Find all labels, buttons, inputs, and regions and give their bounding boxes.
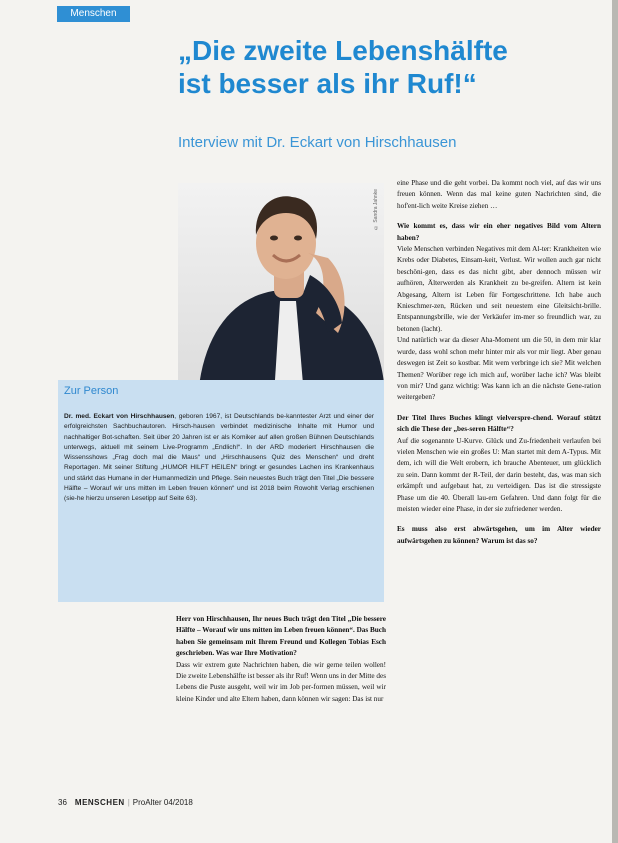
question-1: Herr von Hirschhausen, Ihr neues Buch trägt den Titel „Die bessere Hälfte – Worauf wir uns mitten im Leben freuen können“. Das Buch haben Sie gemeinsam mit Ihrem Freund und Kollegen Tobias Esch geschrieben. Was war Ihre Motivation? xyxy=(176,615,386,658)
title-line-1: „Die zweite Lebenshälfte xyxy=(178,35,508,66)
infobox-body: , geboren 1967, ist Deutschlands be-kanntester Arzt und einer der erfolgreichsten Sachbuchautoren. Hirsch-hausen verbindet medizinische Inhalte mit Humor und nachhaltiger Bot-schaften. Seit über 20 Jahren ist er als Komiker auf allen großen Bühnen Deutschlands unterwegs, aktuell mit seinem Live-Programm „Endlich!“. In der ARD moderiert Hirschhausen die Wissensshows „Frag doch mal die Maus“ und „Hirschhausens Quiz des Menschen“ und dreht Reportagen. Mit seiner Stiftung „HUMOR HILFT HEILEN“ bringt er gesundes Lachen ins Krankenhaus und stärkt das Humane in der Humanmedizin und Pflege. Sein neuestes Buch trägt den Titel „Die bessere Hälfte – Worauf wir uns mitten im Leben freuen können“ und ist 2018 beim Rowohlt Verlag erschienen (sie-he hierzu unseren Lesetipp auf Seite 63). xyxy=(64,413,374,503)
page-number: 36 xyxy=(58,798,67,807)
answer-3: Auf die sogenannte U-Kurve. Glück und Zu-friedenheit verlaufen bei vielen Menschen wie ein großes U: Man startet mit dem A-Typus. Mit dem, ich will die Welt erobern, ich brauche Abenteuer, um glücklich zu sein. Dann kommt der R-Teil, der darin besteht, das, was man sich erkämpft und aufgebaut hat, zu verteidigen. Das ist die stressigste Phase um die 40. Überall lau-ern Gefahren. Und dann folgt für die meisten wieder eine Phase, in der sie zufriedener werden. xyxy=(397,436,601,513)
portrait-illustration xyxy=(178,183,384,396)
bio-infobox xyxy=(58,380,384,602)
magazine-section: MENSCHEN xyxy=(74,798,125,807)
photo-credit: © Sandra Jahnke xyxy=(373,189,379,231)
section-tag: Menschen xyxy=(57,6,130,22)
question-3: Der Titel Ihres Buches klingt vielverspre-chend. Worauf stützt sich die These der „bes-seren Hälfte“? xyxy=(397,413,601,434)
answer-2a: Viele Menschen verbinden Negatives mit dem Al-ter: Krankheiten wie Krebs oder Diabetes, Einsam-keit, Verlust. Wir wollen auch gar nicht beschöni-gen, dass es das nicht gibt, aber dennoch müssen wir aufhören, Älterwerden als Krankheit zu be-greifen. Altern ist kein Abgesang, Altern ist Leben für Fortgeschrittene. Ich habe auch Knieschmer-zen, Rücken und seit neuestem eine Gleitsicht-brille. Entspannungsbrille, wie der Verkäufer im-mer so freundlich war, zu betonen (lacht). xyxy=(397,245,601,333)
article-column-right xyxy=(397,178,601,547)
page-footer xyxy=(58,798,193,807)
question-4: Es muss also erst abwärtsgehen, um im Alter wieder aufwärtsgehen zu können? Warum ist das so? xyxy=(397,525,601,545)
infobox-text xyxy=(64,412,374,505)
page-edge xyxy=(612,0,618,843)
portrait-photo xyxy=(178,183,384,396)
issue-label: ProAlter 04/2018 xyxy=(132,798,193,807)
answer-2b: Und natürlich war da dieser Aha-Moment um die 50, in dem mir klar wurde, dass wohl schon mehr hinter mir als vor mir liegt. Aber genau deswegen ist Zeit so kostbar. Mit wem verbringe ich sie? Mit welchen Themen? Worüber rege ich mich auf, worüber lache ich? Was bleibt von mir? Und ganz wichtig: Was kann ich an die nächste Gene-ration weitergeben? xyxy=(397,336,601,402)
answer-continued: eine Phase und die geht vorbei. Da kommt noch viel, auf das wir uns freuen können. Wenn das mal keine guten Nachrichten sind, die hof'ent-lich weite Kreise ziehen … xyxy=(397,179,601,210)
answer-1: Dass wir extrem gute Nachrichten haben, die wir gerne teilen wollen! Die zweite Lebenshälfte ist besser als ihr Ruf! Wenn uns in der Mitte des Lebens die Puste ausgeht, weil wir im Job per-formen müssen, weil wir kleine Kinder und alte Eltern haben, dann können wir sagen: Das ist nur xyxy=(176,660,386,703)
infobox-title: Zur Person xyxy=(64,385,119,397)
title-line-2: ist besser als ihr Ruf!“ xyxy=(178,68,477,99)
article-title xyxy=(178,34,578,100)
question-2: Wie kommt es, dass wir ein eher negatives Bild vom Altern haben? xyxy=(397,222,601,242)
article-subtitle: Interview mit Dr. Eckart von Hirschhausen xyxy=(178,134,457,151)
footer-separator: | xyxy=(127,798,130,807)
article-column-left xyxy=(176,614,386,705)
infobox-name: Dr. med. Eckart von Hirschhausen xyxy=(64,413,175,420)
